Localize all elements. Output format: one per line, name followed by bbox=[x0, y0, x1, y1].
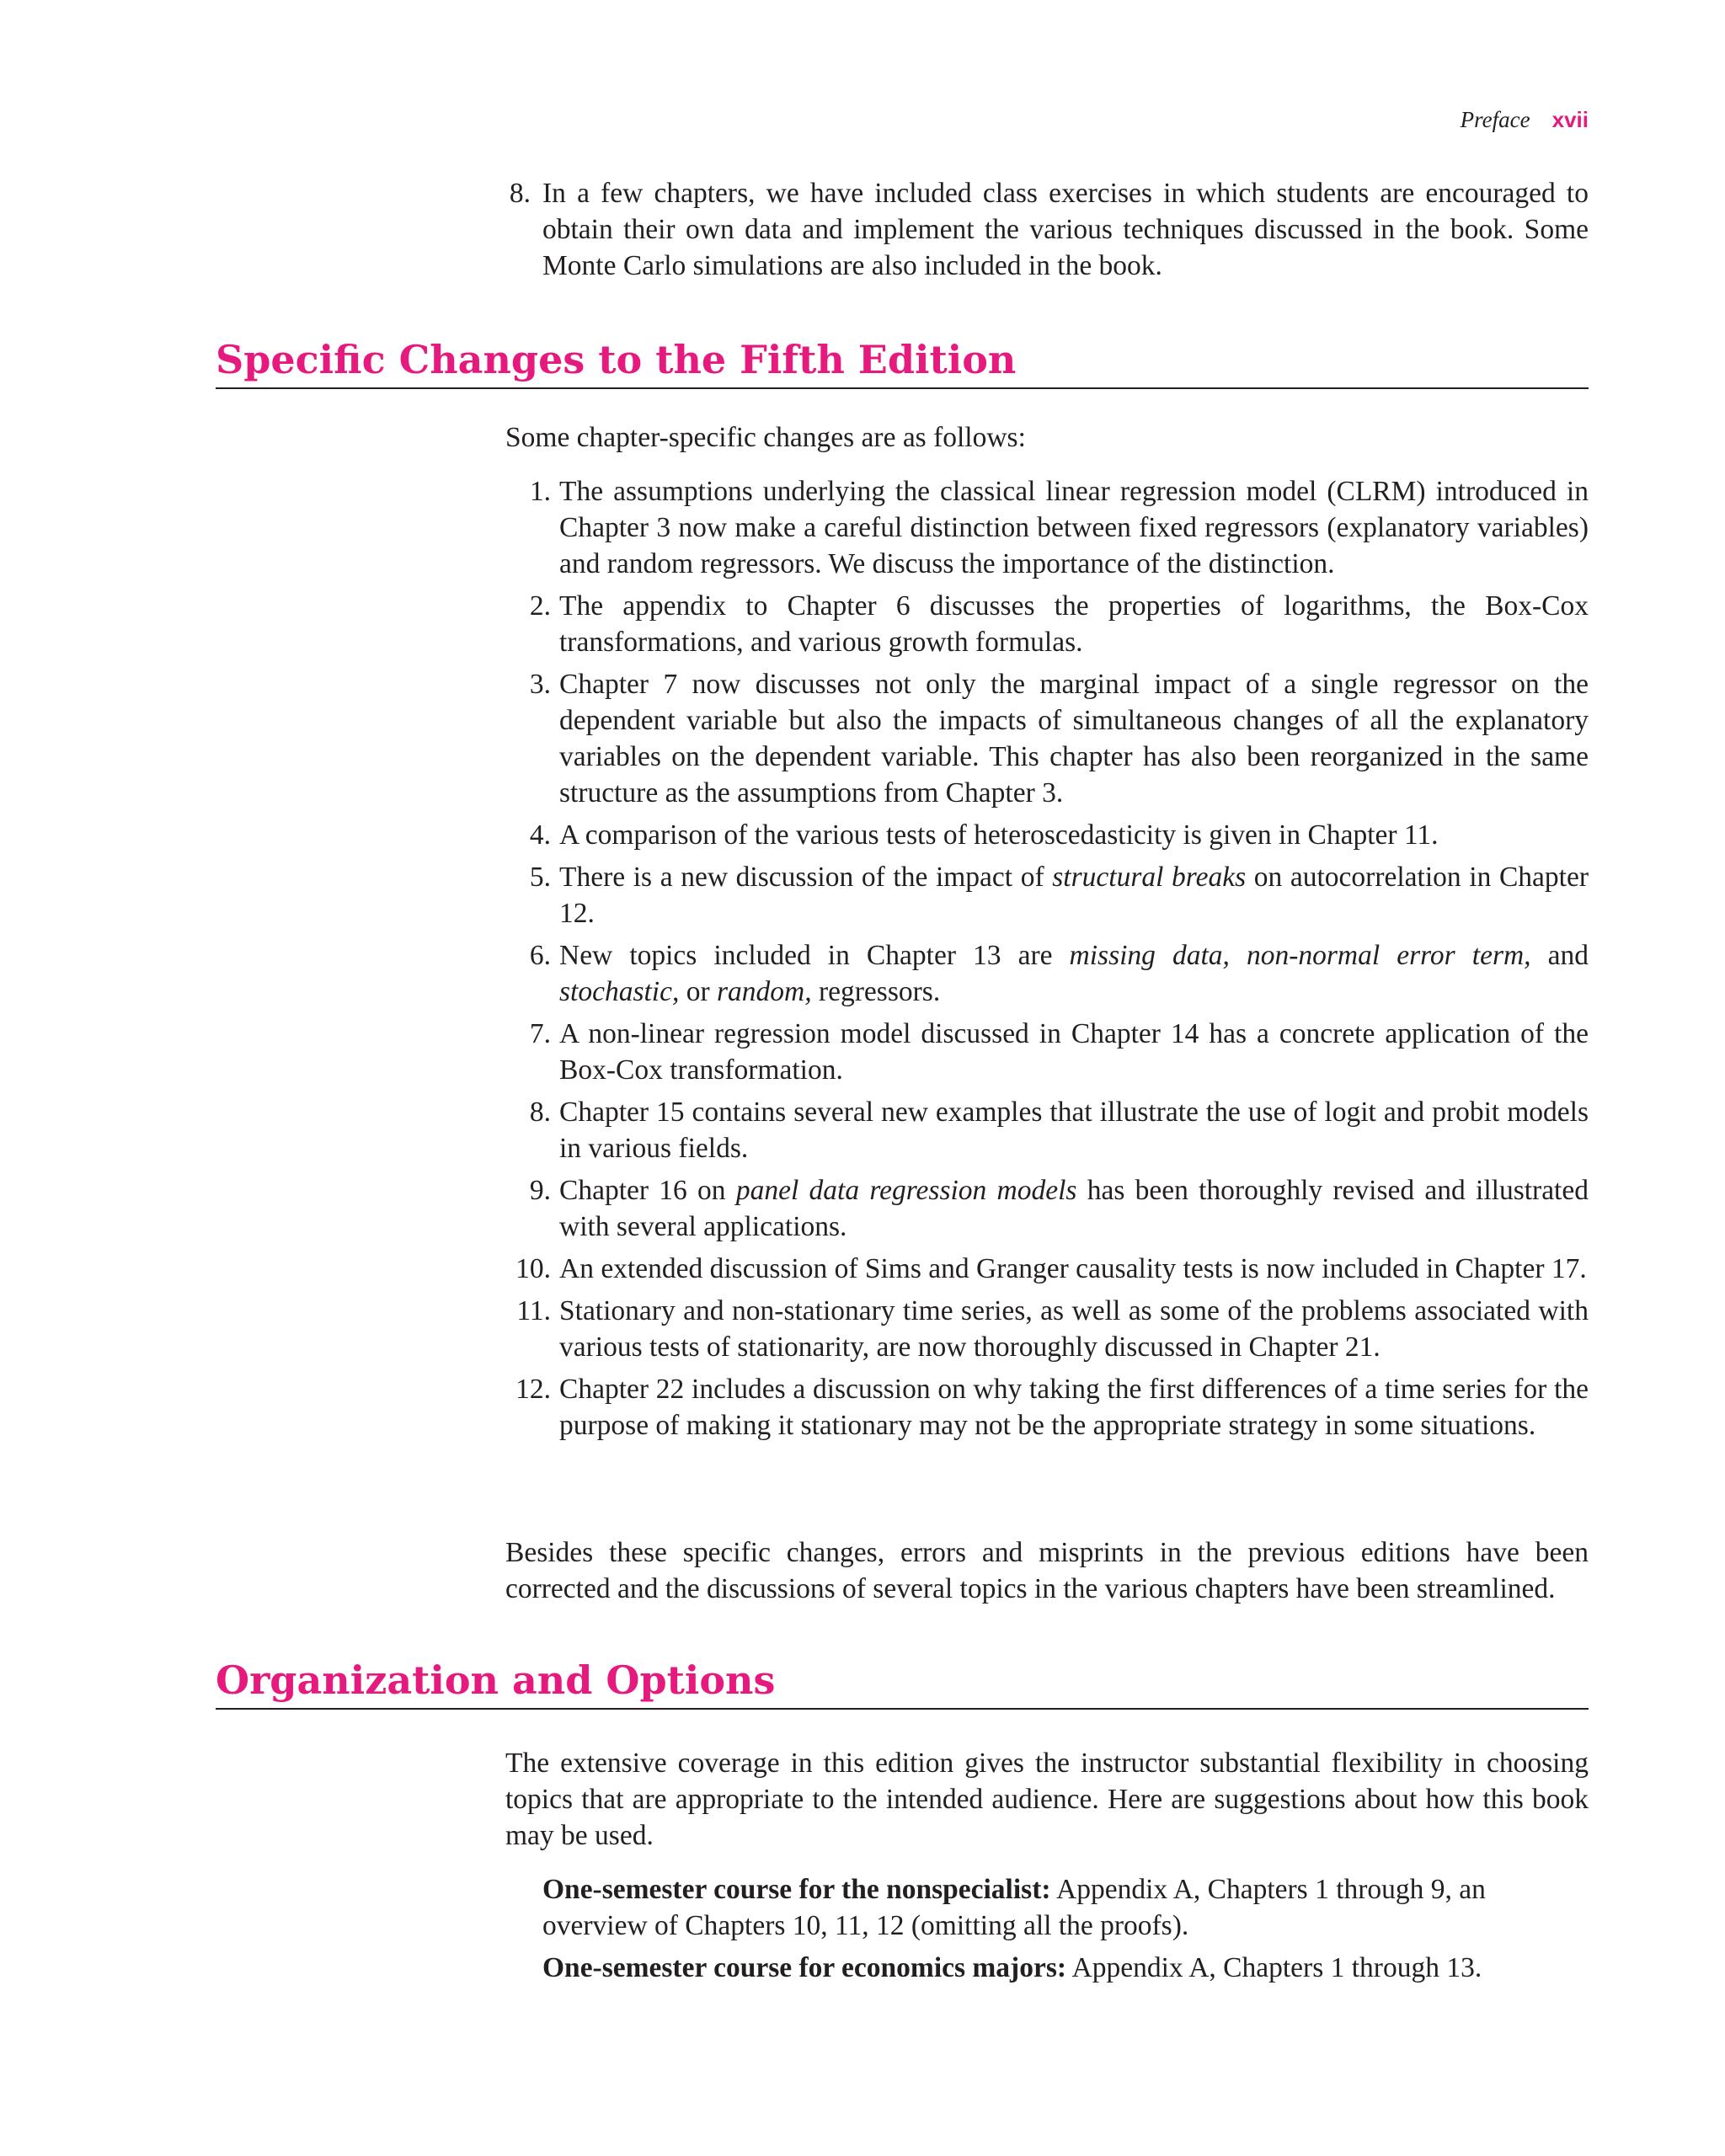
text-run: regressors. bbox=[811, 976, 941, 1007]
list-item bbox=[505, 859, 1589, 931]
list-item-number: 8. bbox=[529, 1097, 551, 1128]
list-item bbox=[505, 817, 1589, 853]
text-run: Stationary and non-stationary time series, as well as some of the problems associated with various tests of stationarity, are now thoroughly discussed in Chapter 21. bbox=[559, 1295, 1589, 1363]
list-item-number: 12. bbox=[515, 1374, 551, 1405]
text-run: New topics included in Chapter 13 are bbox=[559, 940, 1070, 971]
list-item bbox=[505, 1293, 1589, 1365]
list-item bbox=[505, 1371, 1589, 1444]
text-run: An extended discussion of Sims and Granger causality tests is now included in Chapter 17. bbox=[559, 1253, 1587, 1284]
course-label: One-semester course for the nonspecialist: bbox=[542, 1874, 1051, 1905]
list-item-number: 5. bbox=[529, 862, 551, 893]
list-item-text bbox=[559, 1374, 1589, 1441]
course-options bbox=[542, 1871, 1589, 1992]
course-option bbox=[542, 1950, 1589, 1986]
organization-intro: The extensive coverage in this edition gives the instructor substantial flexibility in choosing topics that are appropriate to the intended audience. Here are suggestions about how this book may be used. bbox=[505, 1748, 1589, 1851]
text-run: Chapter 15 contains several new examples that illustrate the use of logit and probit models in various fields. bbox=[559, 1097, 1589, 1164]
list-item-text bbox=[559, 1175, 1589, 1242]
list-item bbox=[505, 1094, 1589, 1166]
changes-list bbox=[505, 473, 1589, 1449]
text-run: There is a new discussion of the impact of bbox=[559, 862, 1053, 893]
running-head-title: Preface bbox=[1460, 107, 1530, 132]
emphasized-text: panel data regression models bbox=[735, 1175, 1077, 1206]
continued-list bbox=[505, 175, 1589, 284]
list-item-number: 9. bbox=[529, 1175, 551, 1206]
list-item-text bbox=[559, 1097, 1589, 1164]
section-heading-changes: Specific Changes to the Fifth Edition bbox=[216, 335, 1589, 389]
list-item-text bbox=[559, 590, 1589, 658]
emphasized-text: stochastic, bbox=[559, 976, 680, 1007]
list-item-text bbox=[559, 1018, 1589, 1086]
list-item bbox=[505, 175, 1589, 284]
list-item-number: 4. bbox=[529, 819, 551, 851]
text-run: or bbox=[679, 976, 718, 1007]
changes-closing-paragraph: Besides these specific changes, errors and misprints in the previous editions have been corrected and the discussions of several topics in the various chapters have been streamlined. bbox=[505, 1537, 1589, 1604]
list-item-text: In a few chapters, we have included class exercises in which students are encouraged to obtain their own data and implement the various techniques discussed in the book. Some Monte Carlo simulations are also included in the book. bbox=[542, 178, 1589, 281]
list-item-text bbox=[559, 1253, 1587, 1284]
list-item-number: 6. bbox=[529, 940, 551, 971]
list-item-number: 3. bbox=[529, 669, 551, 700]
list-item bbox=[505, 473, 1589, 582]
changes-intro: Some chapter-specific changes are as follows: bbox=[505, 422, 1026, 453]
list-item bbox=[505, 588, 1589, 660]
text-run: The assumptions underlying the classical linear regression model (CLRM) introduced in Chapter 3 now make a careful distinction between fixed regressors (explanatory variables) and random regressors. We discuss the importance of the distinction. bbox=[559, 476, 1589, 579]
list-item-text bbox=[559, 669, 1589, 808]
emphasized-text: structural breaks bbox=[1052, 862, 1247, 893]
list-item-text bbox=[559, 940, 1589, 1007]
course-description: Appendix A, Chapters 1 through 9, an overview of Chapters 10, 11, 12 (omitting all the proofs). bbox=[542, 1874, 1486, 1941]
emphasized-text: missing data, non-normal error term, bbox=[1069, 940, 1531, 971]
text-run: on autocorrelation in Chapter 12. bbox=[559, 862, 1589, 929]
text-run: Chapter 22 includes a discussion on why taking the first differences of a time series for the purpose of making it stationary may not be the appropriate strategy in some situations. bbox=[559, 1374, 1589, 1441]
course-option bbox=[542, 1871, 1589, 1944]
emphasized-text: random, bbox=[717, 976, 812, 1007]
list-item-text bbox=[559, 862, 1589, 929]
course-label: One-semester course for economics majors: bbox=[542, 1952, 1067, 1983]
list-item bbox=[505, 1251, 1589, 1287]
text-run: The appendix to Chapter 6 discusses the properties of logarithms, the Box-Cox transformations, and various growth formulas. bbox=[559, 590, 1589, 658]
list-item-number: 2. bbox=[529, 590, 551, 622]
list-item-number: 10. bbox=[515, 1253, 551, 1284]
text-run: A non-linear regression model discussed in Chapter 14 has a concrete application of the Box-Cox transformation. bbox=[559, 1018, 1589, 1086]
list-item bbox=[505, 666, 1589, 811]
list-item bbox=[505, 1016, 1589, 1088]
course-description: Appendix A, Chapters 1 through 13. bbox=[1066, 1952, 1482, 1983]
text-run: A comparison of the various tests of heteroscedasticity is given in Chapter 11. bbox=[559, 819, 1439, 851]
list-item bbox=[505, 937, 1589, 1010]
text-run: and bbox=[1530, 940, 1589, 971]
list-item bbox=[505, 1172, 1589, 1245]
list-item-text bbox=[559, 476, 1589, 579]
text-run: Chapter 7 now discusses not only the marginal impact of a single regressor on the dependent variable but also the impacts of simultaneous changes of all the explanatory variables on the dependent variable. This chapter has also been reorganized in the same structure as the assumptions from Chapter 3. bbox=[559, 669, 1589, 808]
list-item-number: 7. bbox=[529, 1018, 551, 1049]
page-number: xvii bbox=[1551, 107, 1589, 132]
text-run: Chapter 16 on bbox=[559, 1175, 736, 1206]
list-item-text bbox=[559, 1295, 1589, 1363]
list-item-text bbox=[559, 819, 1439, 851]
list-item-number: 8. bbox=[509, 178, 531, 209]
list-item-number: 1. bbox=[529, 476, 551, 507]
list-item-number: 11. bbox=[516, 1295, 551, 1326]
section-heading-organization: Organization and Options bbox=[216, 1656, 1589, 1710]
running-head bbox=[1461, 103, 1589, 136]
text-run: has been thoroughly revised and illustrated with several applications. bbox=[559, 1175, 1589, 1242]
